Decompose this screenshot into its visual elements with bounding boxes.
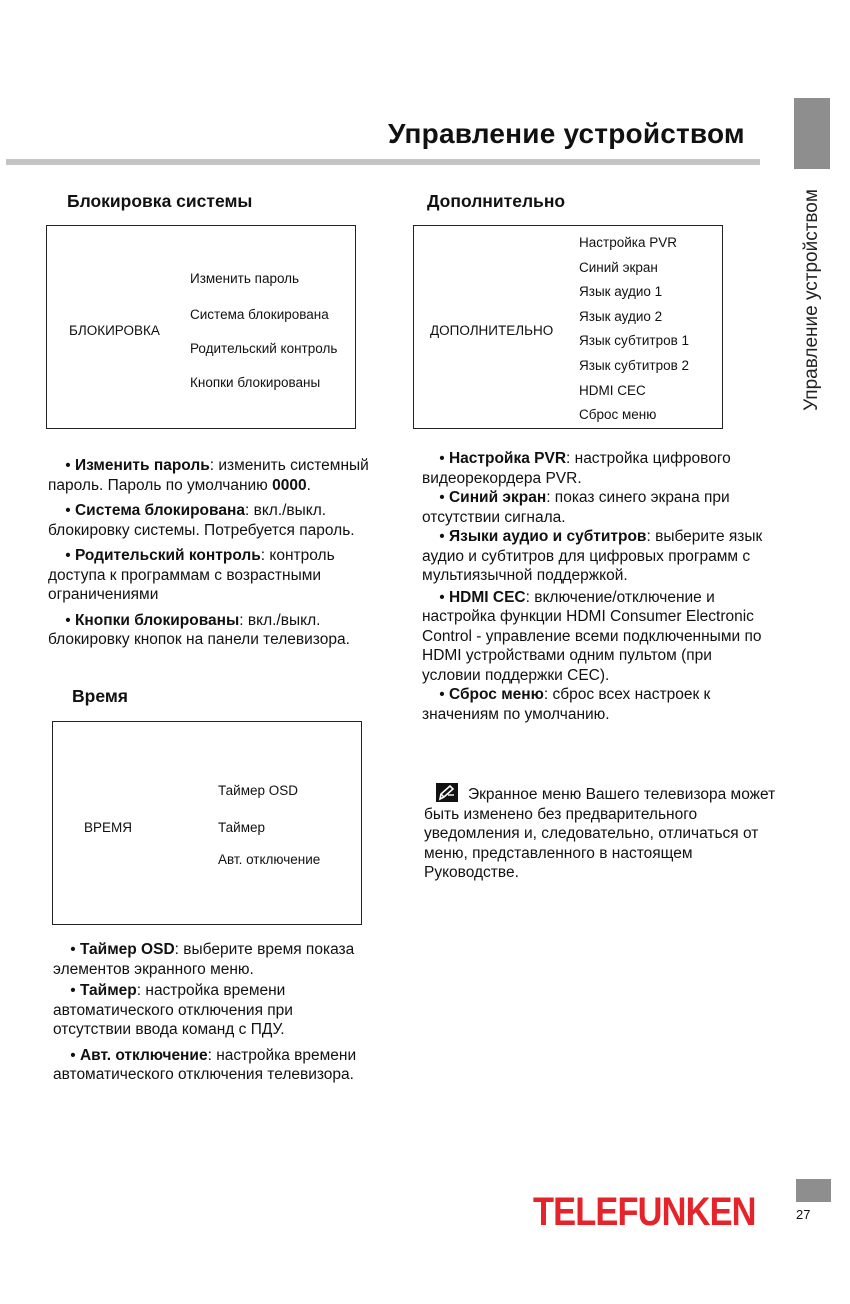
extra-menu-item: Синий экран — [579, 260, 658, 275]
telefunken-logo: TELEFUNKEN — [533, 1190, 756, 1234]
extra-menu-item: HDMI CEC — [579, 383, 646, 398]
time-desc-item: • Таймер: настройка времени автоматического отключения при отсутствии ввода команд с ПДУ. — [53, 982, 293, 1038]
lock-menu-box — [46, 225, 356, 429]
extra-description — [422, 449, 767, 724]
lock-menu-label: БЛОКИРОВКА — [69, 323, 160, 338]
lock-desc-item: • Изменить пароль: изменить системный пароль. Пароль по умолчанию 0000. — [48, 457, 369, 494]
page-title: Управление устройством — [388, 118, 745, 149]
extra-desc-item: • Языки аудио и субтитров: выберите язык аудио и субтитров для цифровых программ с мультиязычной поддержкой. — [422, 528, 763, 584]
extra-desc-item: • Сброс меню: сброс всех настроек к значениям по умолчанию. — [422, 686, 711, 723]
extra-desc-item: • Синий экран: показ синего экрана при отсутствии сигнала. — [422, 489, 730, 526]
lock-desc-item: • Система блокирована: вкл./выкл. блокировку системы. Потребуется пароль. — [48, 502, 355, 539]
extra-desc-item: • HDMI CEC: включение/отключение и настройка функции HDMI Consumer Electronic Control - управление всеми подключенными по HDMI устройствами одним пультом (при условии поддержки CEC). — [422, 588, 762, 684]
note-paragraph: Экранное меню Вашего телевизора может быть изменено без предварительного уведомления и, следовательно, отличаться от меню, представленного в настоящем Руководстве. — [424, 783, 779, 883]
extra-menu-item: Сброс меню — [579, 407, 657, 422]
side-section-label: Управление устройством — [801, 189, 822, 411]
time-menu-item: Авт. отключение — [218, 852, 321, 867]
time-menu-box — [52, 721, 362, 925]
lock-menu-item: Система блокирована — [190, 307, 329, 322]
time-desc-item: • Авт. отключение: настройка времени автоматического отключения телевизора. — [53, 1046, 357, 1083]
extra-menu-item: Язык аудио 2 — [579, 309, 663, 324]
page-tab-marker — [796, 1179, 831, 1202]
lock-menu-item: Кнопки блокированы — [190, 375, 321, 390]
extra-heading: Дополнительно — [427, 191, 566, 211]
lock-desc-item: • Кнопки блокированы: вкл./выкл. блокировку кнопок на панели телевизора. — [48, 611, 350, 648]
extra-menu-item: Язык субтитров 1 — [579, 333, 690, 348]
extra-menu-item: Язык субтитров 2 — [579, 358, 690, 373]
lock-heading: Блокировка системы — [67, 191, 253, 211]
time-heading: Время — [72, 686, 128, 706]
side-tab-marker — [794, 98, 830, 169]
time-menu-item: Таймер — [218, 820, 265, 835]
time-desc-item: • Таймер OSD: выберите время показа элементов экранного меню. — [53, 941, 355, 978]
lock-desc-item: • Родительский контроль: контроль доступа к программам с возрастными ограничениями — [48, 547, 335, 603]
extra-menu-box — [413, 225, 723, 429]
extra-menu-item: Настройка PVR — [579, 235, 677, 250]
extra-desc-item: • Настройка PVR: настройка цифрового видеорекордера PVR. — [422, 450, 731, 487]
time-menu-item: Таймер OSD — [218, 783, 298, 798]
time-menu-label: ВРЕМЯ — [84, 820, 133, 835]
time-description — [53, 940, 358, 1085]
lock-description — [48, 456, 378, 650]
lock-menu-item: Изменить пароль — [190, 271, 300, 286]
extra-menu-item: Язык аудио 1 — [579, 284, 663, 299]
lock-menu-item: Родительский контроль — [190, 341, 338, 356]
title-divider — [6, 159, 760, 165]
page-number: 27 — [796, 1207, 811, 1222]
pencil-note-icon — [436, 783, 458, 802]
extra-menu-label: ДОПОЛНИТЕЛЬНО — [430, 323, 554, 338]
